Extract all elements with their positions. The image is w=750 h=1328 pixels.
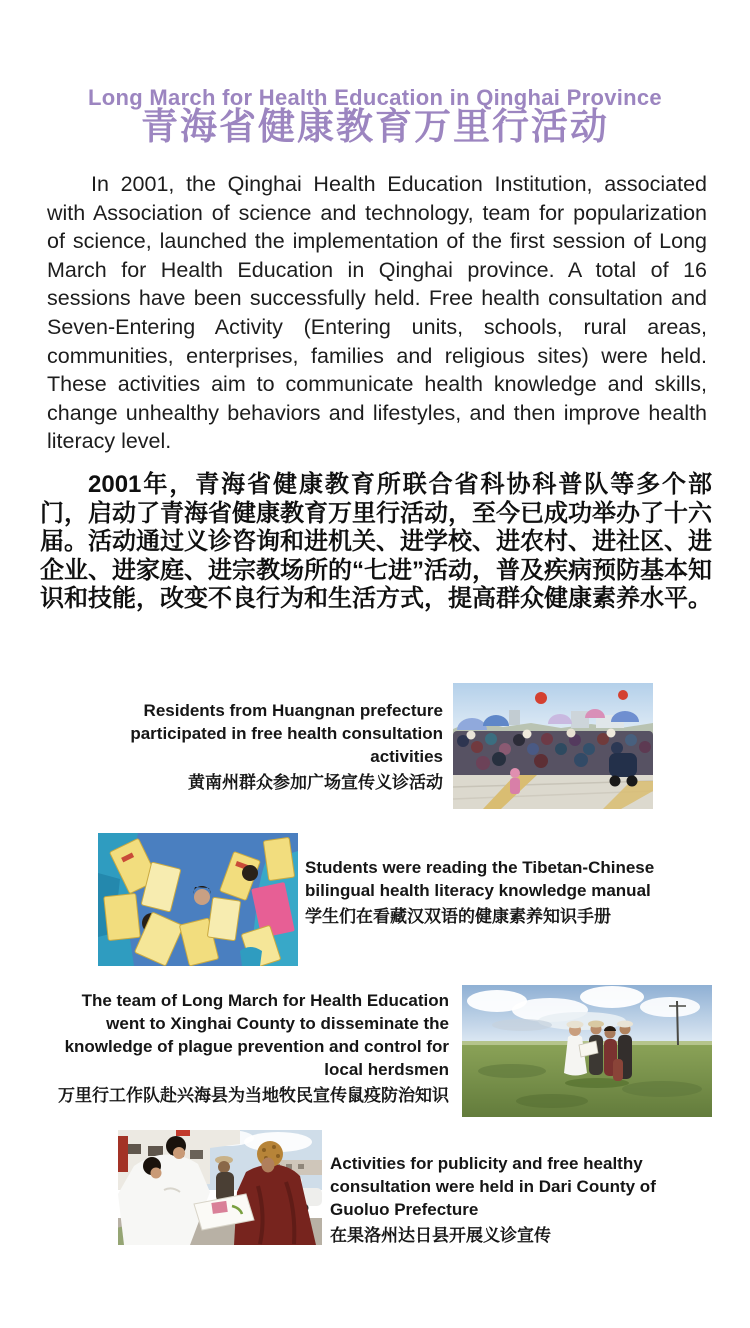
caption-dari-chinese: 在果洛州达日县开展义诊宣传 <box>330 1226 551 1245</box>
caption-huangnan <box>98 699 443 795</box>
caption-xinghai-english: The team of Long March for Health Education went to Xinghai County to disseminate the knowledge of plague prevention and control for local herdsmen <box>64 991 449 1079</box>
page-title-english: Long March for Health Education in Qinghai Province <box>88 85 662 110</box>
caption-students <box>305 856 673 929</box>
caption-students-english: Students were reading the Tibetan-Chinese bilingual health literacy knowledge manual <box>305 858 655 900</box>
photo-grassland-herdsmen <box>462 985 712 1117</box>
photo-students-reading <box>98 833 298 966</box>
caption-huangnan-chinese: 黄南州群众参加广场宣传义诊活动 <box>188 773 443 792</box>
crowd-scene-illustration <box>453 683 653 809</box>
caption-xinghai-chinese: 万里行工作队赴兴海县为当地牧民宣传鼠疫防治知识 <box>58 1086 449 1105</box>
intro-paragraph-chinese: 2001年，青海省健康教育所联合省科协科普队等多个部门，启动了青海省健康教育万里行活动，至今已成功举办了十六届。活动通过义诊咨询和进机关、进学校、进农村、进社区、进企业、进家庭、进宗教场所的“七进”活动，普及疾病预防基本知识和技能，改变不良行为和生活方式，提高群众健康素养水平。 <box>40 471 712 613</box>
intro-paragraph-english: In 2001, the Qinghai Health Education Institution, associated with Association of science and technology, team for popularization of science, launched the implementation of the first session of Long March for Health Education in Qinghai province. A total of 16 sessions have been successfully held. Free health consultation and Seven-Entering Activity (Entering units, schools, rural areas, communities, enterprises, families and religious sites) were held. These activities aim to communicate health knowledge and skills, change unhealthy behaviors and lifestyles, and then improve health literacy level. <box>47 172 707 454</box>
students-scene-illustration <box>98 833 298 966</box>
photo-street-consultation <box>118 1130 322 1245</box>
caption-dari-english: Activities for publicity and free healthy consultation were held in Dari County of Guoluo Prefecture <box>330 1154 656 1219</box>
street-scene-illustration <box>118 1130 322 1245</box>
caption-xinghai <box>47 989 449 1108</box>
photo-crowd-consultation <box>453 683 653 809</box>
caption-dari <box>330 1152 705 1248</box>
grassland-scene-illustration <box>462 985 712 1117</box>
page-title-chinese: 青海省健康教育万里行活动 <box>141 106 609 147</box>
caption-students-chinese: 学生们在看藏汉双语的健康素养知识手册 <box>305 907 611 926</box>
caption-huangnan-english: Residents from Huangnan prefecture participated in free health consultation activities <box>130 701 443 766</box>
